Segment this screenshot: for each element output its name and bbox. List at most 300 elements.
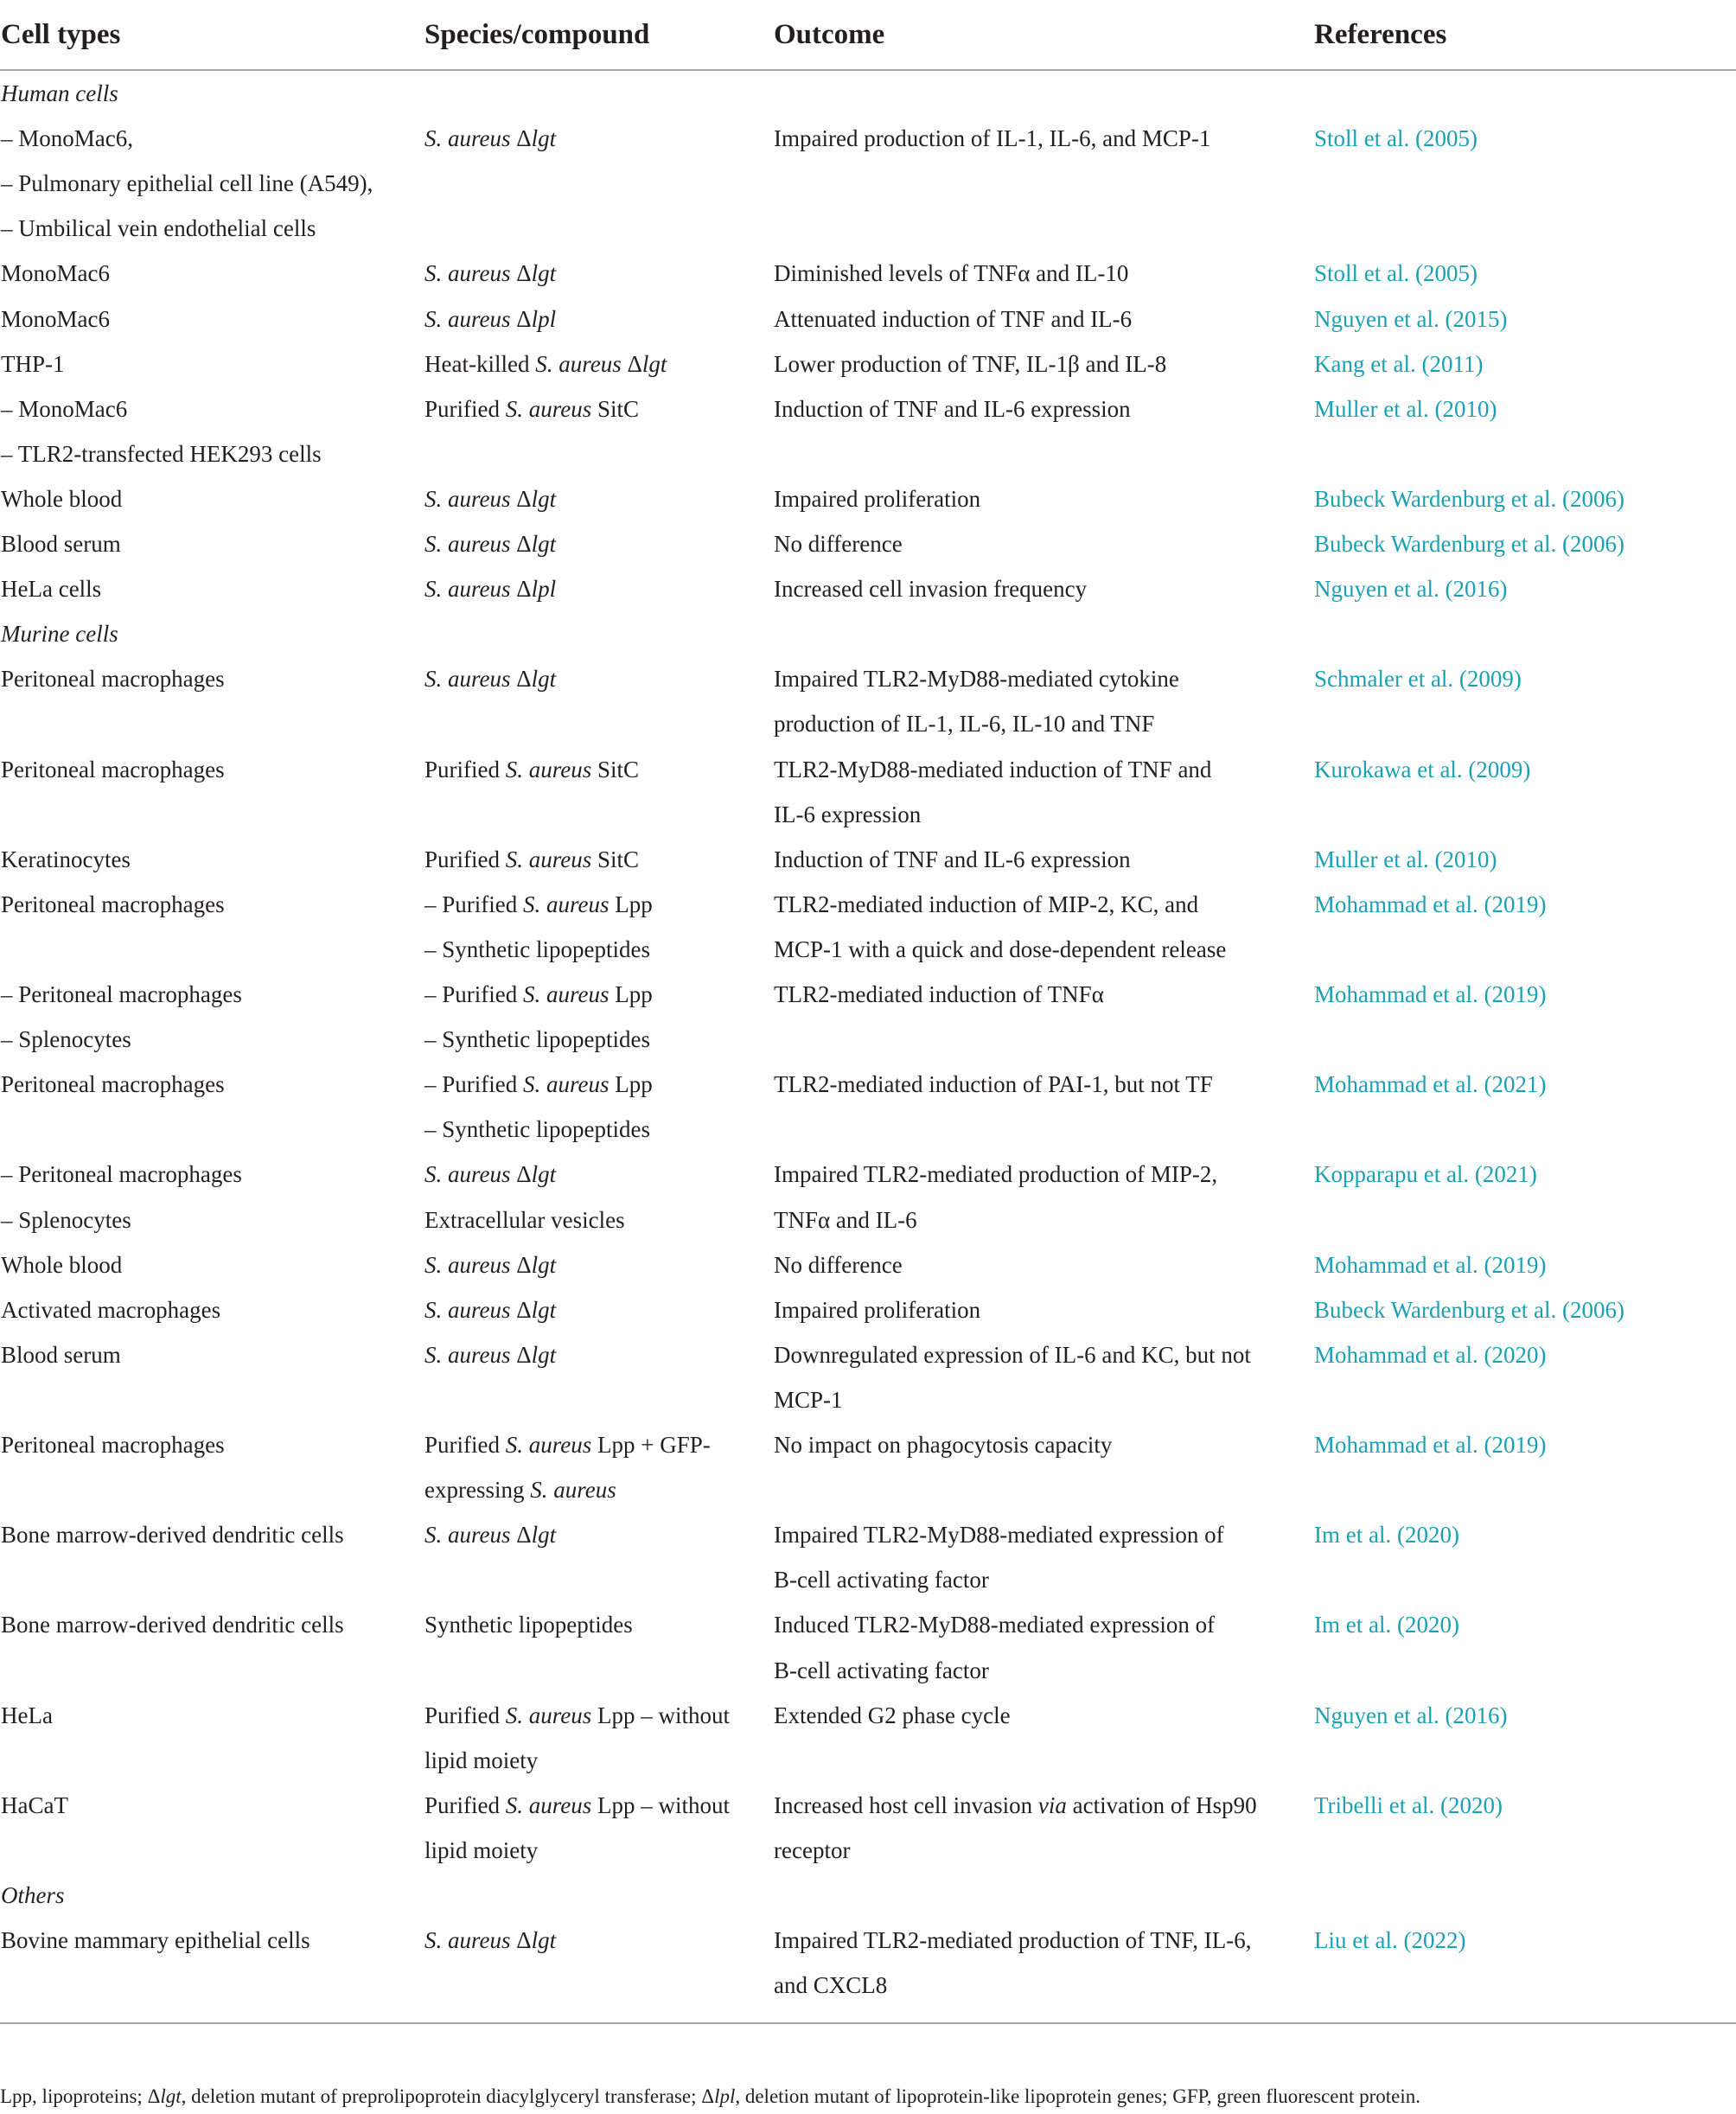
table-row [0,342,1736,386]
text-run: Peritoneal macrophages [1,1071,225,1098]
reference-link[interactable]: Nguyen et al. (2016) [1314,576,1508,603]
species-compound-cell [424,1198,625,1242]
table-footnote [0,2084,1420,2110]
reference-link[interactable]: Schmaler et al. (2009) [1314,666,1522,693]
reference-link[interactable]: Nguyen et al. (2015) [1314,305,1508,332]
reference-link[interactable]: Bubeck Wardenburg et al. (2006) [1314,485,1624,512]
cell-type-cell [1,1287,220,1332]
italic-run: lgt [160,2085,182,2107]
italic-run: S. aureus [535,350,622,377]
reference-link[interactable]: Kurokawa et al. (2009) [1314,756,1531,782]
table-row [0,1467,1736,1512]
text-run: Δ [621,350,642,377]
italic-run: S. aureus [505,756,592,782]
text-run: Impaired TLR2-MyD88-mediated cytokine [774,666,1179,693]
bottom-rule [0,2022,1736,2024]
cell-type-cell [1,297,110,342]
outcome-cell [774,476,980,521]
italic-run: lpl [531,305,557,332]
text-run: – MonoMac6 [1,395,128,422]
species-compound-cell [424,1467,616,1512]
text-run: , deletion mutant of preprolipoprotein diacylglyceryl transferase; Δ [181,2085,715,2107]
italic-run: S. aureus [530,1477,616,1504]
outcome-cell [774,1648,989,1693]
text-run: Increased host cell invasion [774,1791,1038,1818]
text-run: Δ [510,1341,532,1368]
cell-type-cell [1,116,133,161]
italic-run: lgt [531,666,557,693]
text-run: – Peritoneal macrophages [1,981,242,1007]
text-run: Purified [424,756,506,782]
table-row [0,1422,1736,1467]
outcome-cell [774,1693,1011,1738]
table-row [0,701,1736,746]
text-run: production of IL-1, IL-6, IL-10 and TNF [774,711,1155,738]
outcome-cell [774,1512,1224,1557]
outcome-cell [774,1287,980,1332]
text-run: Peritoneal macrophages [1,756,225,782]
table-row [0,792,1736,837]
outcome-cell [774,882,1198,927]
table-row [0,1152,1736,1197]
species-compound-cell [424,1107,650,1152]
table-row [0,1332,1736,1377]
cell-type-cell [1,656,225,701]
text-run: Whole blood [1,485,123,512]
table-row [0,1648,1736,1693]
outcome-cell [774,1062,1213,1107]
italic-run: lgt [531,1927,557,1954]
italic-run: Human cells [1,80,118,106]
italic-run: S. aureus [424,1927,511,1954]
text-run: Lpp [609,1071,653,1098]
italic-run: lgt [531,485,557,512]
text-run: Δ [510,531,532,557]
table-row [0,1693,1736,1738]
cell-type-cell [1,476,122,521]
text-run: Downregulated expression of IL-6 and KC, but not [774,1341,1251,1368]
outcome-cell [774,1918,1251,1963]
text-run: B-cell activating factor [774,1657,989,1683]
table-row [0,882,1736,927]
text-run: B-cell activating factor [774,1567,989,1593]
reference-link[interactable]: Mohammad et al. (2021) [1314,1071,1547,1098]
cell-type-cell [1,1783,68,1828]
outcome-cell [774,1963,887,2008]
text-run: Δ [510,485,532,512]
table-row [0,927,1736,972]
text-run: – Pulmonary epithelial cell line (A549), [1,170,373,197]
reference-link[interactable]: Mohammad et al. (2019) [1314,1251,1547,1278]
reference-link[interactable]: Im et al. (2020) [1314,1612,1459,1638]
table-row [0,1963,1736,2008]
species-compound-cell [424,1918,556,1963]
cell-type-cell [1,1693,53,1738]
species-compound-cell [424,1062,653,1107]
italic-run: S. aureus [424,531,511,557]
reference-link[interactable]: Tribelli et al. (2020) [1314,1791,1503,1818]
reference-link[interactable]: Mohammad et al. (2019) [1314,981,1547,1007]
cell-type-cell [1,431,322,476]
text-run: Impaired production of IL-1, IL-6, and MCP-1 [774,125,1211,152]
text-run: – Peritoneal macrophages [1,1161,242,1188]
text-run: No difference [774,531,903,557]
species-compound-cell [424,1152,556,1197]
text-run: Δ [510,125,532,152]
text-run: Δ [510,666,532,693]
text-run: Induced TLR2-MyD88-mediated expression of [774,1612,1216,1638]
table-row [0,1738,1736,1783]
table-row [0,206,1736,251]
text-run: Peritoneal macrophages [1,1432,225,1458]
species-compound-cell [424,1828,538,1873]
cell-type-cell [1,342,65,386]
text-run: SitC [591,395,640,422]
cell-type-cell [1,837,131,882]
text-run: Purified [424,1791,506,1818]
italic-run: S. aureus [424,1296,511,1323]
outcome-cell [774,972,1104,1017]
italic-run: S. aureus [505,1791,592,1818]
species-compound-cell [424,1287,556,1332]
text-run: Lpp – without [591,1791,730,1818]
cell-type-cell [1,71,118,116]
outcome-cell [774,1557,989,1602]
table-row [0,1242,1736,1287]
outcome-cell [774,1152,1217,1197]
table-row [0,1918,1736,1963]
species-compound-cell [424,1422,711,1467]
species-compound-cell [424,1783,730,1828]
text-run: Extracellular vesicles [424,1206,625,1233]
reference-link[interactable]: Bubeck Wardenburg et al. (2006) [1314,1296,1624,1323]
cell-type-cell [1,206,316,251]
species-compound-cell [424,927,650,972]
table-row [0,161,1736,206]
species-compound-cell [424,837,639,882]
italic-run: S. aureus [424,485,511,512]
text-run: and CXCL8 [774,1972,888,1999]
text-run: No impact on phagocytosis capacity [774,1432,1113,1458]
species-compound-cell [424,656,556,701]
text-run: – Purified [424,891,523,917]
italic-run: Others [1,1882,65,1908]
italic-run: S. aureus [424,1341,511,1368]
outcome-cell [774,1198,917,1242]
table-row [0,297,1736,342]
species-compound-cell [424,1602,633,1647]
table-row [0,747,1736,792]
species-compound-cell [424,521,556,566]
text-run: No difference [774,1251,903,1278]
outcome-cell [774,1422,1112,1467]
italic-run: lpl [714,2085,736,2107]
text-run: THP-1 [1,350,65,377]
cell-type-cell [1,1918,310,1963]
text-run: expressing [424,1477,531,1504]
text-run: TLR2-MyD88-mediated induction of TNF and [774,756,1212,782]
outcome-cell [774,656,1179,701]
text-run: TLR2-mediated induction of PAI-1, but not TF [774,1071,1213,1098]
table-row [0,566,1736,611]
text-run: , deletion mutant of lipoprotein-like lipoprotein genes; GFP, green fluorescent protein. [735,2085,1421,2107]
text-run: Heat-killed [424,350,536,377]
reference-link[interactable]: Kang et al. (2011) [1314,350,1484,377]
outcome-cell [774,342,1166,386]
text-run: TLR2-mediated induction of TNFα [774,981,1104,1007]
italic-run: lgt [531,260,557,287]
text-run: Δ [510,305,532,332]
outcome-cell [774,792,921,837]
italic-run: S. aureus [505,1702,592,1728]
header-references: References [1314,19,1447,50]
text-run: Synthetic lipopeptides [424,1612,633,1638]
reference-link[interactable]: Mohammad et al. (2020) [1314,1341,1547,1368]
text-run: Impaired proliferation [774,485,981,512]
text-run: TNFα and IL-6 [774,1206,917,1233]
italic-run: S. aureus [424,305,511,332]
text-run: Δ [510,1927,532,1954]
text-run: Blood serum [1,531,121,557]
text-run: – Synthetic lipopeptides [424,1026,650,1053]
text-run: – MonoMac6, [1,125,133,152]
italic-run: lgt [531,1251,557,1278]
cell-type-cell [1,611,118,656]
cell-type-cell [1,1242,122,1287]
text-run: Peritoneal macrophages [1,891,225,917]
outcome-cell [774,1602,1215,1647]
species-compound-cell [424,116,556,161]
table-row [0,476,1736,521]
text-run: Induction of TNF and IL-6 expression [774,395,1131,422]
text-run: IL-6 expression [774,801,922,827]
text-run: Lpp – without [591,1702,730,1728]
table-row [0,1828,1736,1873]
reference-link[interactable]: Mohammad et al. (2019) [1314,891,1547,917]
text-run: TLR2-mediated induction of MIP-2, KC, and [774,891,1199,917]
species-compound-cell [424,972,653,1017]
text-run: Δ [510,260,532,287]
outcome-cell [774,251,1128,296]
italic-run: S. aureus [523,1071,610,1098]
outcome-cell [774,1242,903,1287]
text-run: – TLR2-transfected HEK293 cells [1,440,322,467]
species-compound-cell [424,1693,730,1738]
text-run: SitC [591,846,640,872]
italic-run: via [1037,1791,1067,1818]
text-run: HaCaT [1,1791,68,1818]
text-run: – Umbilical vein endothelial cells [1,215,316,242]
text-run: Whole blood [1,1251,123,1278]
species-compound-cell [424,386,639,431]
text-run: – Synthetic lipopeptides [424,936,650,962]
cell-type-cell [1,566,101,611]
text-run: MonoMac6 [1,260,110,287]
table-row [0,611,1736,656]
italic-run: S. aureus [424,666,511,693]
outcome-cell [774,1332,1251,1377]
reference-link[interactable]: Bubeck Wardenburg et al. (2006) [1314,531,1624,557]
text-run: MCP-1 with a quick and dose-dependent release [774,936,1227,962]
text-run: Δ [510,1251,532,1278]
table-row [0,1017,1736,1062]
italic-run: S. aureus [424,260,511,287]
reference-link[interactable]: Kopparapu et al. (2021) [1314,1161,1537,1188]
species-compound-cell [424,882,653,927]
table-row [0,1062,1736,1107]
table-row [0,1512,1736,1557]
text-run: Diminished levels of TNFα and IL-10 [774,260,1129,287]
text-run: Bone marrow-derived dendritic cells [1,1612,344,1638]
cell-type-cell [1,1332,121,1377]
header-species-compound: Species/compound [424,19,650,50]
table-row [0,1557,1736,1602]
text-run: Impaired TLR2-mediated production of MIP-2, [774,1161,1218,1188]
italic-run: S. aureus [424,125,511,152]
outcome-cell [774,701,1154,746]
outcome-cell [774,297,1132,342]
cell-type-cell [1,747,225,792]
species-compound-cell [424,566,556,611]
header-outcome: Outcome [774,19,885,50]
italic-run: lgt [531,125,557,152]
text-run: Blood serum [1,1341,121,1368]
text-run: Purified [424,395,506,422]
text-run: Impaired proliferation [774,1296,981,1323]
text-run: Lpp [609,891,653,917]
reference-link[interactable]: Im et al. (2020) [1314,1522,1459,1549]
italic-run: S. aureus [505,395,592,422]
text-run: Lpp + GFP- [591,1432,711,1458]
reference-link[interactable]: Muller et al. (2010) [1314,846,1497,872]
cell-type-cell [1,1152,242,1197]
text-run: MonoMac6 [1,305,110,332]
text-run: Purified [424,1432,506,1458]
cell-type-cell [1,1873,65,1918]
text-run: – Purified [424,1071,523,1098]
table-row [0,116,1736,161]
reference-link[interactable]: Muller et al. (2010) [1314,395,1497,422]
cell-type-cell [1,1602,344,1647]
text-run: Activated macrophages [1,1296,221,1323]
table-row [0,1107,1736,1152]
text-run: Impaired TLR2-MyD88-mediated expression of [774,1522,1224,1549]
header-cell-types: Cell types [1,19,121,50]
italic-run: S. aureus [523,981,610,1007]
text-run: Purified [424,1702,506,1728]
text-run: activation of Hsp90 [1066,1791,1257,1818]
table-row [0,972,1736,1017]
italic-run: lgt [641,350,667,377]
table-row [0,386,1736,431]
outcome-cell [774,116,1210,161]
species-compound-cell [424,342,667,386]
reference-link[interactable]: Stoll et al. (2005) [1314,260,1478,287]
text-run: Purified [424,846,506,872]
species-compound-cell [424,1332,556,1377]
text-run: Δ [510,576,532,603]
outcome-cell [774,1377,843,1422]
cell-type-cell [1,1062,225,1107]
table-row [0,1287,1736,1332]
table-row [0,1377,1736,1422]
outcome-cell [774,837,1131,882]
species-compound-cell [424,1242,556,1287]
species-compound-cell [424,1017,650,1062]
italic-run: S. aureus [523,891,610,917]
text-run: Attenuated induction of TNF and IL-6 [774,305,1133,332]
cell-type-cell [1,1422,225,1467]
outcome-cell [774,1828,850,1873]
text-run: – Synthetic lipopeptides [424,1116,650,1143]
table-row [0,251,1736,296]
italic-run: lgt [531,1522,557,1549]
text-run: Peritoneal macrophages [1,666,225,693]
species-compound-cell [424,297,556,342]
italic-run: S. aureus [424,1251,511,1278]
italic-run: Murine cells [1,621,118,648]
italic-run: lgt [531,1296,557,1323]
table-row [0,656,1736,701]
text-run: Δ [510,1161,532,1188]
table-row [0,1198,1736,1242]
reference-link[interactable]: Nguyen et al. (2016) [1314,1702,1508,1728]
species-compound-cell [424,1512,556,1557]
text-run: Δ [510,1296,532,1323]
cell-type-cell [1,1198,131,1242]
text-run: Bovine mammary epithelial cells [1,1927,310,1954]
cell-type-cell [1,386,127,431]
text-run: Induction of TNF and IL-6 expression [774,846,1131,872]
text-run: lipid moiety [424,1836,539,1863]
cell-type-cell [1,1512,344,1557]
outcome-cell [774,1783,1257,1828]
text-run: MCP-1 [774,1386,843,1413]
text-run: receptor [774,1836,851,1863]
outcome-cell [774,747,1211,792]
reference-link[interactable]: Stoll et al. (2005) [1314,125,1478,152]
cell-type-cell [1,972,242,1017]
text-run: Extended G2 phase cycle [774,1702,1011,1728]
species-compound-cell [424,476,556,521]
table-row [0,521,1736,566]
text-run: Lpp, lipoproteins; Δ [0,2085,161,2107]
text-run: – Splenocytes [1,1026,131,1053]
italic-run: lgt [531,531,557,557]
text-run: Impaired TLR2-mediated production of TNF, IL-6, [774,1927,1252,1954]
italic-run: S. aureus [424,1522,511,1549]
table-row [0,837,1736,882]
reference-link[interactable]: Liu et al. (2022) [1314,1927,1466,1954]
italic-run: S. aureus [424,1161,511,1188]
text-run: HeLa cells [1,576,102,603]
italic-run: S. aureus [505,846,592,872]
text-run: Lower production of TNF, IL-1β and IL-8 [774,350,1167,377]
text-run: Increased cell invasion frequency [774,576,1088,603]
text-run: Keratinocytes [1,846,131,872]
outcome-cell [774,521,903,566]
table-row [0,1873,1736,1918]
cell-type-cell [1,1017,131,1062]
italic-run: S. aureus [505,1432,592,1458]
species-compound-cell [424,1738,538,1783]
text-run: Lpp [609,981,653,1007]
text-run: – Splenocytes [1,1206,131,1233]
text-run: Bone marrow-derived dendritic cells [1,1522,344,1549]
text-run: lipid moiety [424,1747,539,1773]
reference-link[interactable]: Mohammad et al. (2019) [1314,1432,1547,1458]
species-compound-cell [424,747,639,792]
